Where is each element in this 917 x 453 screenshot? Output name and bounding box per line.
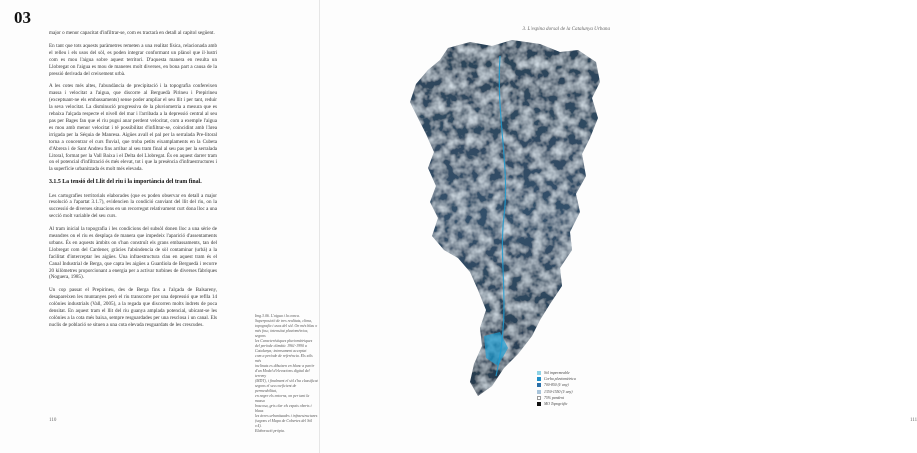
section-heading: 3.1.5 La tensió del Llit del riu i la importància del tram final.: [49, 179, 202, 186]
caption-line: boscosa, gris clar els espais oberts i blaus: [255, 404, 312, 413]
paragraph: Al tram inicial la topografia i les condicions del subsòl donen lloc a una sèrie de meandres on el riu es desplaça de manera que impedeix l'aparició d'assentaments urbans. És en aquests àmbits on s'han construït els grans embassaments, tan del Llobregat com del Cardener, grâcies l'abúndencia de sòl contaminar (urbà) a la facilitat d'interceptar les aigües. Una infraestructura clau en aquest tram és el Canal Industrial de Berga, que capta les aigües a Guardiola de Berguedà i recorre 20 kilòmetres proporcionant a energia per a activar turbines de diverses fàbriques (Noguera, 1985).: [49, 226, 217, 281]
caption-line: Img.3.06. L'aigua i la conca.: [255, 314, 300, 318]
legend-label: 75% pendent: [544, 395, 564, 400]
legend-swatch: [537, 377, 541, 381]
legend-label: Sòl impermeable: [544, 371, 570, 376]
legend-swatch: [537, 371, 541, 375]
caption-line: d'un Model d'elevacions digital del terreny: [255, 369, 310, 378]
legend-swatch: [537, 402, 541, 406]
legend-swatch: [537, 396, 541, 400]
paragraph: En tant que tots aquests paràmetres remeten a una realitat física, relacionada amb el relleu i els usos del sòl, es poden integrar conformant un plànol que il·lustri com es mou l'aigua sobre aquest territori. D'aquesta manera en resulta un Llobregat on l'aigua es mou de maneres molt diverses, en bona part a causa de la pressió derivada del creixement urbà.: [49, 42, 217, 77]
caption-line: inclinats es dibuixen en blanc a partir: [255, 364, 315, 368]
watershed-map: [400, 36, 605, 401]
caption-line: Catalunya; intensament acceptat: [255, 349, 307, 353]
paragraph: major o menor capacitat d'infiltrar-se, com es tractarà en detall al capítol següent.: [49, 30, 215, 36]
caption-line: del període climàtic 1961-1990 a: [255, 344, 307, 348]
legend-label: 1350-1550 (l/ any): [544, 389, 573, 394]
caption-line: topografia i usos del sòl. On més blau o: [255, 324, 318, 328]
map-legend: [537, 370, 607, 407]
figure-caption: [255, 314, 319, 434]
caption-line: (segons el Mapa de Cobertes del Sòl v.4).: [255, 419, 313, 428]
chapter-number: 03: [14, 8, 31, 27]
caption-line: les àrees urbanitzades i infraestructures: [255, 414, 318, 418]
text-column: [49, 30, 217, 335]
paragraph: A les cotes més altes, l'abundància de precipitació i la topografia confereixen massa i velocitat a l'aigua, que discorre al Berguedà Pirineu i Prepirineu (exceptuant-ne els embassaments) sense poder ampliar el seu llit i per tant, reduir la seva velocitat. La disminució progressiva de la pluviometria a mesura que es rebaixa l'alçada respecte el nivell del mar i l'arribada a la depressió central al seu pas per Bages fan que el riu pugui anar perdent velocitat, com a exemple l'aigua es mou amb menor velocitat i té possibilitat d'infiltrar-se, coincidint amb l'àrea irrigada per la Séquia de Manresa. Aigües avall el pal per la serralada Pre-litoral torna a concentrar el curs fluvial, que troba petits eixamplaments en la Cubeta d'Abrera i de Sant Andreu fins arribar al seu tram final al seu pas per la serralada Litoral, format per la Vall Baixa i el Delta del Llobregat. És en aquest darrer tram on el potencial d'infiltració és més elevat, tot i que la presència d'infraestructures i la superfície urbanitzada és molt més elevada.: [49, 83, 217, 173]
caption-line: segons el seu coeficient de permeabilitat,: [255, 384, 297, 393]
caption-line: Superposició de tres realitats, clima,: [255, 319, 312, 323]
legend-label: Corba pluviomètrica: [544, 377, 576, 382]
running-head: 3. L'espina dorsal de la Catalunya Urbana: [522, 26, 610, 32]
legend-item: [537, 401, 607, 407]
caption-line: (MDT), i finalment el sòl s'ha classificat: [255, 379, 318, 383]
page-number-right: 111: [910, 418, 917, 423]
caption-line: com a període de referència. Els sòls més: [255, 354, 313, 363]
caption-line: en negre els entorns, on per tant la massa: [255, 394, 310, 403]
legend-label: MO Topogràfic: [544, 402, 568, 407]
caption-line: Elaboració pròpia.: [255, 429, 285, 433]
paragraph: Un cop passat el Prepirineu, des de Berga fins a l'alçada de Balsareny, desapareixen les muntanyes però el riu transcorre per una depressió que reflla 14 colònies industrials (Vall, 2005), a la regada que discorren molts indrets de poca densitat. En aquest tram el llit del riu guanya amplada potencial, ubicant-se les colònies a la cota més baixa, sempre resguardades per una resclosa i un canal. Els nuclis de població se situen a una cota elevada resguardats de les crescudes.: [49, 287, 217, 328]
paragraph: Les cartografies territorials elaborades (que es poden observar en detall a major resolució a l'apartat 3.1.7), evidencien la condició canviant del llit del riu, on la successió de diverses situacions en un recorregut relativament curt dona lloc a una secció molt variable del seu curs.: [49, 192, 217, 220]
legend-swatch: [537, 383, 541, 387]
legend-label: 700-850 (l/ any): [544, 383, 569, 388]
legend-swatch: [537, 390, 541, 394]
caption-line: les Característiques pluviomètriques: [255, 339, 313, 343]
caption-line: més fosc, intensitat pluviomètrica, segons: [255, 329, 309, 338]
page-number-left: 110: [49, 418, 57, 423]
